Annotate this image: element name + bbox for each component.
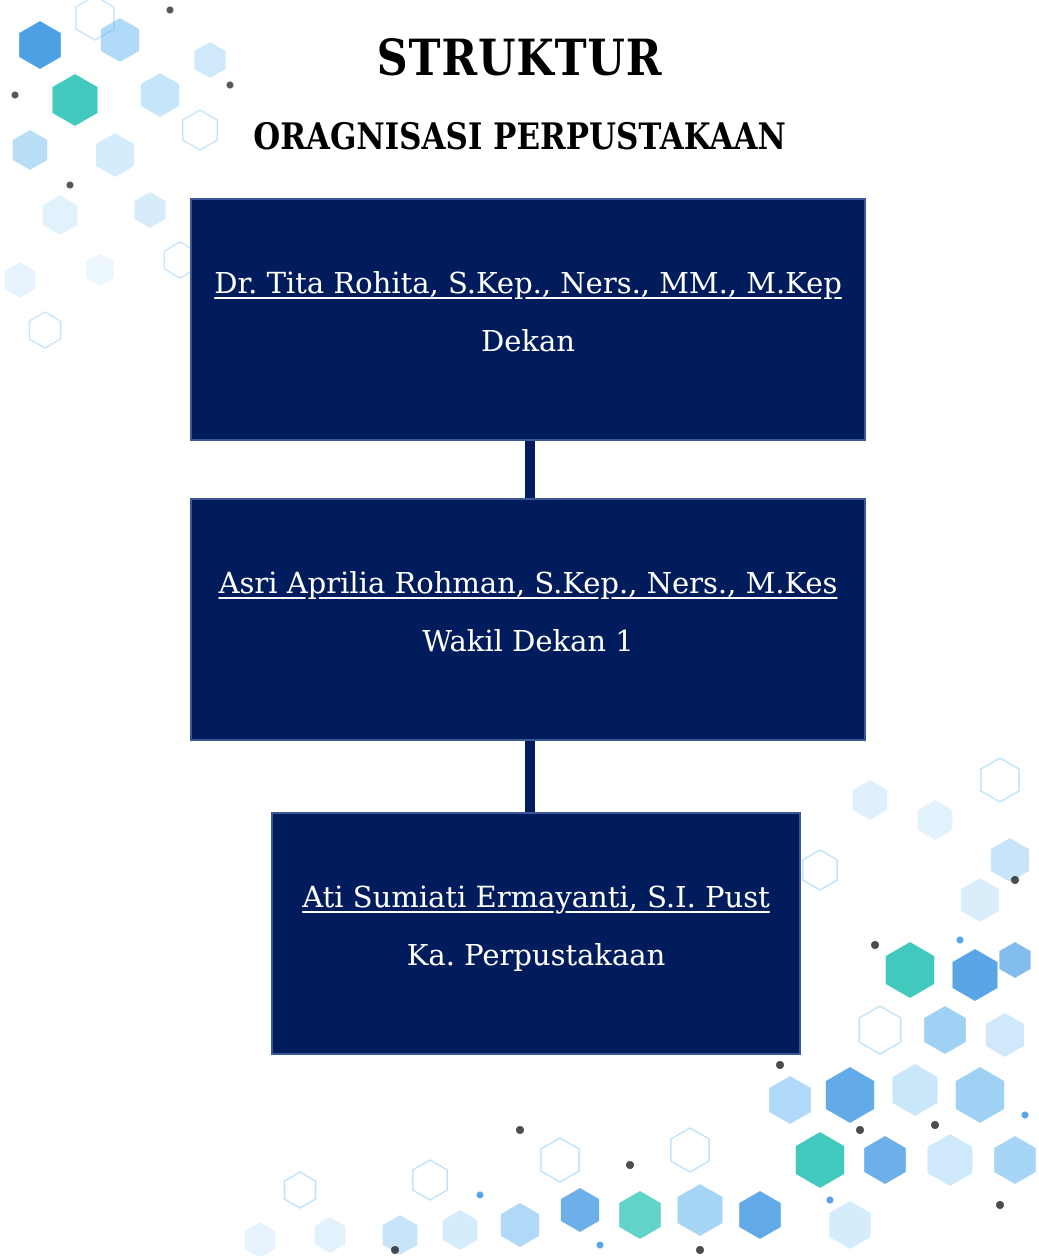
connector-line-2	[525, 740, 535, 814]
molecule-dot	[167, 7, 174, 14]
connector-line-1	[525, 440, 535, 500]
hexagon-shape	[886, 942, 934, 998]
molecule-dot	[597, 1242, 604, 1249]
hexagon-shape	[961, 878, 999, 922]
hexagon-shape	[991, 838, 1029, 882]
hexagon-shape	[918, 800, 953, 840]
hexagon-shape	[803, 850, 838, 890]
hexagon-shape	[769, 1076, 811, 1124]
hexagon-shape	[244, 1222, 275, 1256]
hexagon-shape	[501, 1203, 539, 1247]
hexagon-shape	[134, 192, 165, 228]
hexagon-shape	[956, 1067, 1004, 1123]
hexagon-shape	[284, 1172, 315, 1208]
node-name: Dr. Tita Rohita, S.Kep., Ners., MM., M.Kep	[214, 266, 842, 300]
hexagon-shape	[383, 1215, 418, 1255]
hexagon-shape	[413, 1160, 448, 1200]
hexagon-shape	[893, 1064, 938, 1116]
molecule-dot	[827, 1197, 834, 1204]
molecule-dot	[696, 1246, 704, 1254]
hexagon-shape	[678, 1184, 723, 1236]
hexagon-shape	[43, 195, 78, 235]
hexagon-shape	[671, 1128, 709, 1172]
hexagon-shape	[13, 130, 48, 170]
molecule-dot	[1011, 876, 1019, 884]
hexagon-shape	[928, 1134, 973, 1186]
hexagon-shape	[864, 1136, 906, 1184]
molecule-dot	[12, 92, 19, 99]
molecule-dot	[67, 182, 74, 189]
node-name: Asri Aprilia Rohman, S.Kep., Ners., M.Kes	[218, 566, 838, 600]
hexagon-shape	[986, 1013, 1024, 1057]
hexagon-shape	[739, 1191, 781, 1239]
hexagon-shape	[4, 262, 35, 298]
hexagon-shape	[86, 254, 114, 286]
hexagon-shape	[924, 1006, 966, 1054]
hexagon-shape	[859, 1006, 901, 1054]
molecule-dot	[1022, 1112, 1029, 1119]
hexagon-shape	[541, 1138, 579, 1182]
node-role: Dekan	[481, 324, 575, 358]
org-node-wakil-dekan	[190, 498, 866, 741]
hexagon-shape	[953, 949, 998, 1001]
org-node-ka-perpustakaan	[271, 812, 801, 1055]
molecule-dot	[957, 937, 964, 944]
molecule-dot	[776, 1061, 784, 1069]
hexagon-shape	[19, 21, 61, 69]
hexagon-shape	[829, 1201, 871, 1249]
hexagon-shape	[443, 1210, 478, 1250]
molecule-dot	[856, 1126, 864, 1134]
hexagon-shape	[981, 758, 1019, 802]
page-title: STRUKTUR	[376, 28, 663, 87]
node-name: Ati Sumiati Ermayanti, S.I. Pust	[302, 880, 770, 914]
hexagon-shape	[29, 312, 60, 348]
page-subtitle: ORAGNISASI PERPUSTAKAAN	[253, 116, 786, 158]
hexagon-shape	[619, 1191, 661, 1239]
molecule-dot	[626, 1161, 634, 1169]
molecule-dot	[871, 941, 879, 949]
hexagon-shape	[853, 780, 888, 820]
node-role: Ka. Perpustakaan	[406, 938, 666, 972]
molecule-dot	[996, 1201, 1004, 1209]
molecule-dot	[391, 1246, 399, 1254]
org-node-dekan	[190, 198, 866, 441]
hexagon-shape	[561, 1188, 599, 1232]
hexagon-shape	[994, 1136, 1036, 1184]
hexagon-shape	[999, 942, 1030, 978]
molecule-dot	[516, 1126, 524, 1134]
molecule-dot	[931, 1121, 939, 1129]
hexagon-shape	[826, 1067, 874, 1123]
hexagon-shape	[314, 1217, 345, 1253]
molecule-dot	[477, 1192, 484, 1199]
node-role: Wakil Dekan 1	[422, 624, 634, 658]
hexagon-shape	[796, 1132, 844, 1188]
